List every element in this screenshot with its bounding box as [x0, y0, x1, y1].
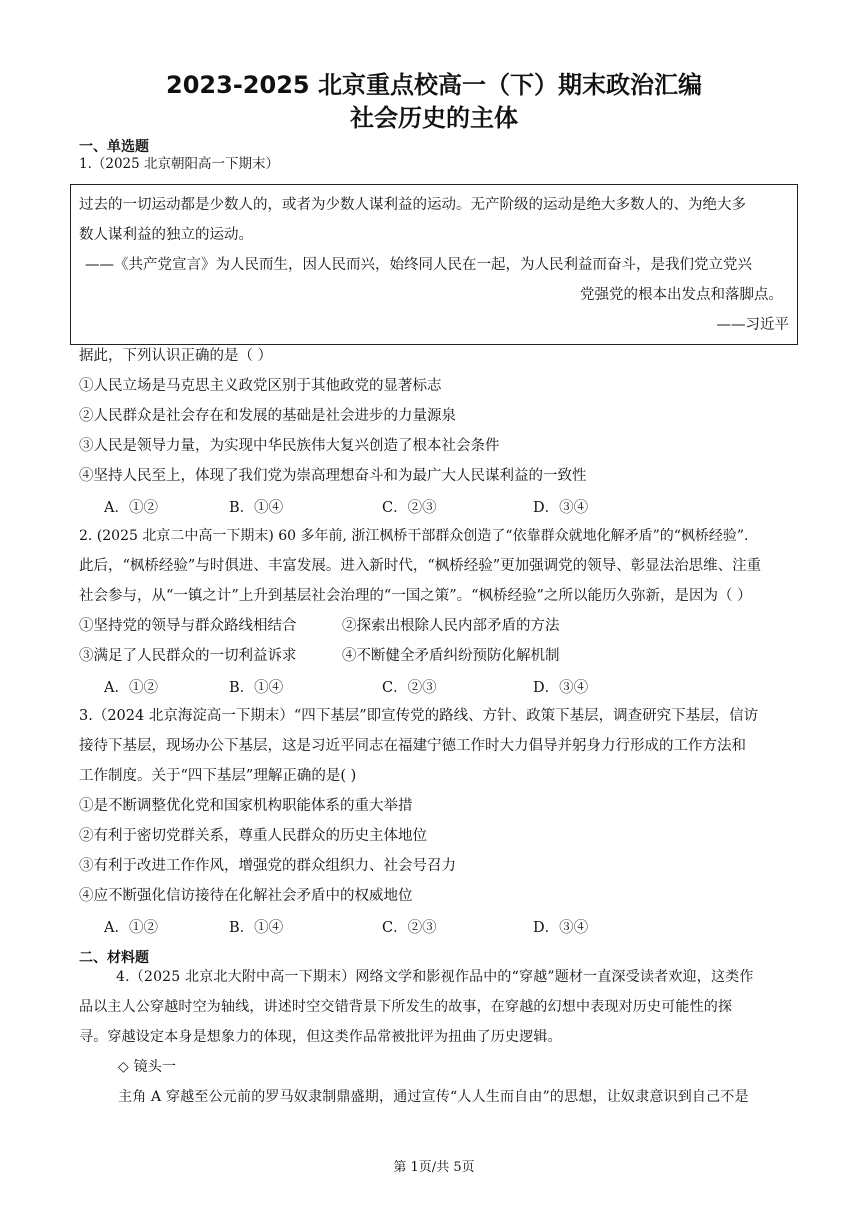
question-3-item: ③有利于改进工作作风，增强党的群众组织力、社会号召力 [79, 858, 456, 874]
quote-line: 过去的一切运动都是少数人的，或者为少数人谋利益的运动。无产阶级的运动是绝大多数人的、为绝大多 [79, 197, 746, 213]
section-heading-material: 二、材料题 [79, 950, 149, 966]
question-3-item: ①是不断调整优化党和国家机构职能体系的重大举措 [79, 798, 413, 814]
option-b[interactable]: B．①④ [229, 500, 284, 516]
quote-attribution: ——习近平 [716, 317, 789, 333]
page-subtitle: 社会历史的主体 [350, 104, 518, 132]
question-1-item: ③人民是领导力量，为实现中华民族伟大复兴创造了根本社会条件 [79, 438, 500, 454]
option-d[interactable]: D．③④ [533, 680, 589, 696]
page-title: 2023-2025 北京重点校高一（下）期末政治汇编 [166, 71, 702, 99]
question-2-item: ③满足了人民群众的一切利益诉求 [79, 648, 297, 664]
question-2-item: ②探索出根除人民内部矛盾的方法 [342, 618, 560, 634]
section-heading-single-choice: 一、单选题 [79, 139, 149, 155]
option-c[interactable]: C．②③ [382, 920, 437, 936]
question-2-text: 此后，“枫桥经验”与时俱进、丰富发展。进入新时代，“枫桥经验”更加强调党的领导、彰显法治思维、注重 [79, 558, 762, 574]
shot-heading: ◇ 镜头一 [118, 1059, 177, 1075]
question-1-stem: 据此，下列认识正确的是（ ） [79, 348, 273, 364]
quote-box [70, 184, 798, 345]
question-4-text: 寻。穿越设定本身是想象力的体现，但这类作品常被批评为扭曲了历史逻辑。 [79, 1029, 562, 1045]
shot-text: 主角 A 穿越至公元前的罗马奴隶制鼎盛期，通过宣传“人人生而自由”的思想，让奴隶意识到自己不是 [118, 1089, 749, 1105]
question-1-item: ②人民群众是社会存在和发展的基础是社会进步的力量源泉 [79, 408, 456, 424]
question-2-item: ①坚持党的领导与群众路线相结合 [79, 618, 297, 634]
option-d[interactable]: D．③④ [533, 500, 589, 516]
option-b[interactable]: B．①④ [229, 680, 284, 696]
question-4-text: 4.（2025 北京北大附中高一下期末）网络文学和影视作品中的“穿越”题材一直深受读者欢迎，这类作 [116, 969, 754, 985]
question-2-item: ④不断健全矛盾纠纷预防化解机制 [342, 648, 560, 664]
quote-line: ——《共产党宣言》为人民而生，因人民而兴，始终同人民在一起，为人民利益而奋斗，是我们党立党兴 [85, 257, 752, 273]
question-3-item: ②有利于密切党群关系，尊重人民群众的历史主体地位 [79, 828, 427, 844]
question-3-text: 3.（2024 北京海淀高一下期末）“四下基层”即宣传党的路线、方针、政策下基层，调查研究下基层，信访 [79, 708, 759, 724]
question-2-text: 社会参与，从“一镇之计”上升到基层社会治理的“一国之策”。“枫桥经验”之所以能历久弥新，是因为（ ） [79, 588, 752, 604]
option-b[interactable]: B．①④ [229, 920, 284, 936]
question-1-item: ①人民立场是马克思主义政党区别于其他政党的显著标志 [79, 378, 442, 394]
question-2-text: 2. (2025 北京二中高一下期末) 60 多年前, 浙江枫桥干部群众创造了“依靠群众就地化解矛盾”的“枫桥经验”. [79, 528, 749, 544]
option-a[interactable]: A．①② [104, 680, 158, 696]
quote-line: 数人谋利益的独立的运动。 [79, 227, 253, 243]
quote-line: 党强党的根本出发点和落脚点。 [580, 287, 783, 303]
question-4-text: 品以主人公穿越时空为轴线，讲述时空交错背景下所发生的故事，在穿越的幻想中表现对历史可能性的探 [79, 999, 733, 1015]
option-a[interactable]: A．①② [104, 920, 158, 936]
question-1-head: 1.（2025 北京朝阳高一下期末） [79, 156, 280, 172]
question-3-text: 接待下基层，现场办公下基层，这是习近平同志在福建宁德工作时大力倡导并躬身力行形成的工作方法和 [79, 738, 746, 754]
question-1-item: ④坚持人民至上，体现了我们党为崇高理想奋斗和为最广大人民谋利益的一致性 [79, 468, 587, 484]
question-3-item: ④应不断强化信访接待在化解社会矛盾中的权威地位 [79, 888, 413, 904]
option-c[interactable]: C．②③ [382, 500, 437, 516]
page-number: 第 1页/共 5页 [393, 1160, 475, 1175]
option-a[interactable]: A．①② [104, 500, 158, 516]
option-c[interactable]: C．②③ [382, 680, 437, 696]
question-3-text: 工作制度。关于“四下基层”理解正确的是( ) [79, 768, 357, 784]
option-d[interactable]: D．③④ [533, 920, 589, 936]
